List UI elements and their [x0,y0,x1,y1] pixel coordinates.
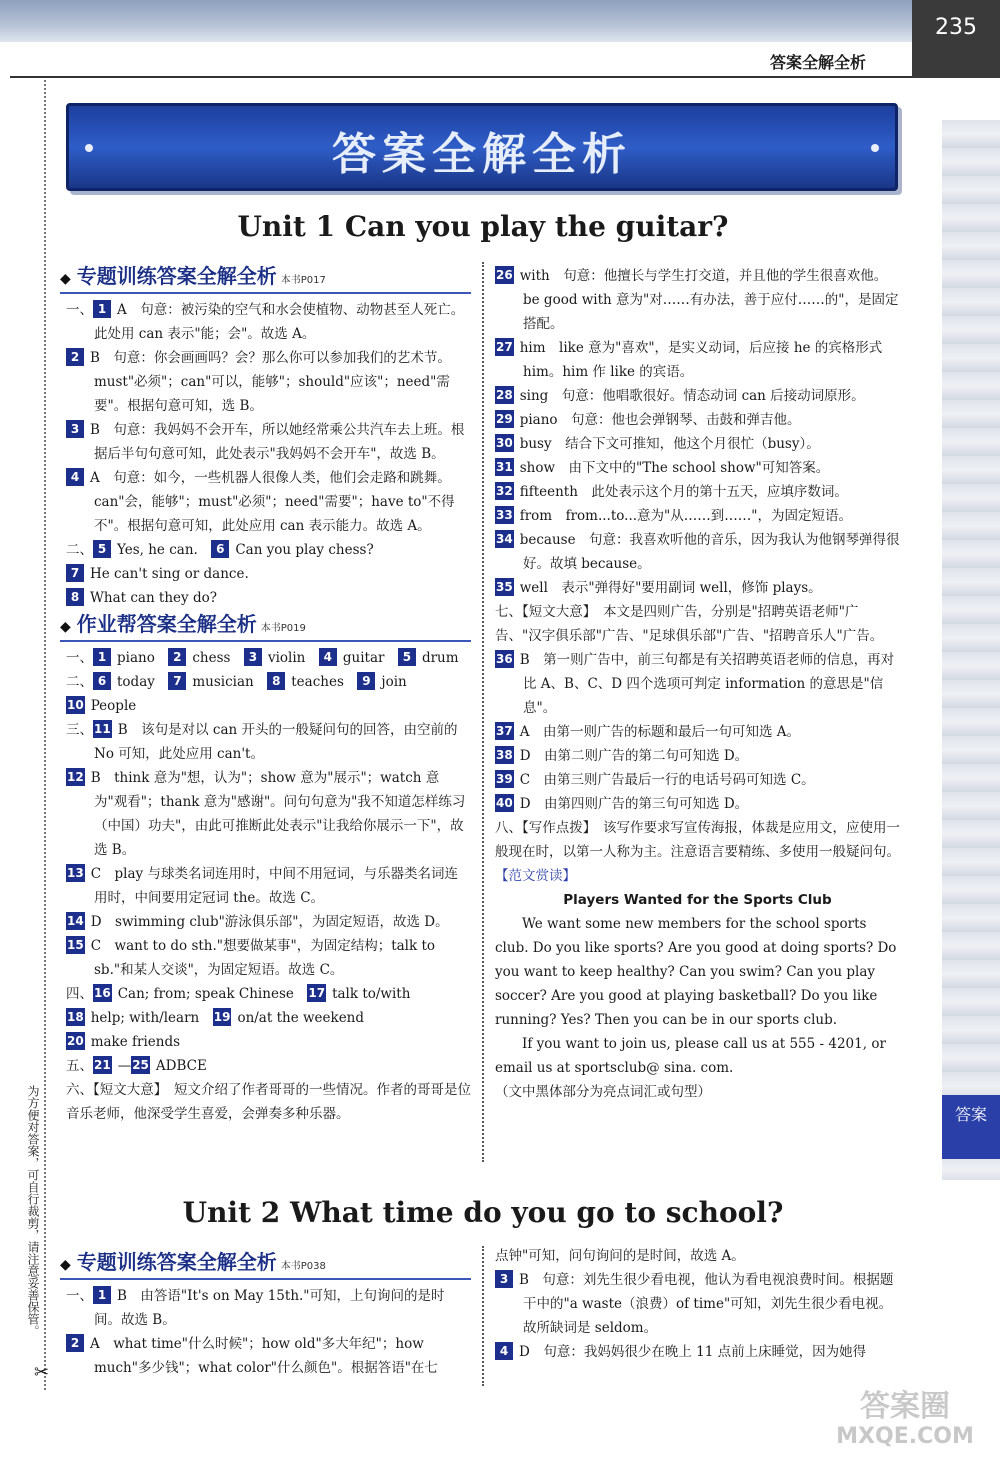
answer-side-tab: 答案 [942,1095,1000,1159]
section-ref: 本书P019 [260,623,306,634]
answer-item: 二、 5 Yes, he can. 6 Can you play chess? [66,542,374,558]
answer-item: 二、 6 today 7 musician 8 teaches 9 join [66,674,407,690]
answer-item: 20 make friends [67,1034,181,1050]
answer-item: 30 busy 结合下文可推知，他这个月很忙（busy）。 [496,436,820,452]
answer-item: 36 B 第一则广告中，前三句都是有关招聘英语老师的信息，再对比 A、B、C、D 四个选项可判定 information 的意思是"信息"。 [496,652,895,716]
column-divider [482,262,484,1162]
answer-item: 8 What can they do? [66,586,471,610]
answer-item: 37 A 由第一则广告的标题和最后一句可知选 A。 [496,724,800,740]
diamond-icon: ◆ [60,271,71,287]
watermark: 答案圈 MXQE.COM [836,1389,974,1449]
answer-item: 2 B 句意：你会画画吗？会？那么你可以参加我们的艺术节。must"必须"；can"可以，能够"；should"应该"；need"需要"。根据句意可知，选 B。 [66,346,471,418]
scissors-icon: ✂ [34,1362,50,1383]
cut-line [44,80,46,1390]
banner-dot-icon [871,144,879,152]
answer-item: 34 because 句意：我喜欢听他的音乐，因为我认为他钢琴弹得很好。故填 because。 [496,532,900,572]
diamond-icon: ◆ [60,619,71,635]
essay-title: Players Wanted for the Sports Club [563,892,832,908]
answer-item: 18 help; with/learn 19 on/at the weekend [67,1010,365,1026]
answer-item: 12 B think 意为"想，认为"；show 意为"展示"；watch 意为"观看"；thank 意为"感谢"。问句句意为"我不知道怎样练习（中国）功夫"，由此可推断此处表示"让我给你展示一下"，故选 B。 [67,770,466,858]
answer-item: 一、 1 B 由答语"It's on May 15th."可知，上句询问的是时间。故选 B。 [66,1288,445,1328]
answer-item: 4 D 句意：我妈妈很少在晚上 11 点前上床睡觉，因为她得 [495,1340,900,1364]
answer-item: 点钟"可知，问句询问的是时间，故选 A。 [495,1248,745,1264]
answer-item: 38 D 由第二则广告的第二句可知选 D。 [496,748,749,764]
unit-1-right-column [495,264,900,1104]
answer-item: 31 show 由下文中的"The school show"可知答案。 [496,460,830,476]
answer-item: 32 fifteenth 此处表示这个月的第十五天，应填序数词。 [496,484,848,500]
answer-item: 三、11 B 该句是对以 can 开头的一般疑问句的回答，由空前的 No 可知，此处应用 can't。 [66,722,458,762]
diamond-icon: ◆ [60,1257,71,1273]
answer-item: 六、【短文大意】 短文介绍了作者哥哥的一些情况。作者的哥哥是位音乐老师，他深受学生喜爱，会弹奏多种乐器。 [66,1082,471,1122]
answer-item: 7 He can't sing or dance. [66,562,471,586]
answer-item: 3 B 句意：我妈妈不会开车，所以她经常乘公共汽车去上班。根据后半句句意可知，此处表示"我妈妈不会开车"，故选 B。 [66,418,471,466]
answer-item: 15 C want to do sth."想要做某事"，为固定结构；talk to sb."和某人交谈"，为固定短语。故选 C。 [67,938,436,978]
essay-paragraph: If you want to join us, please call us at 555 - 4201, or email us at sportsclub@ sina. com. [495,1036,886,1076]
answer-item: 四、16 Can; from; speak Chinese 17 talk to/with [66,986,411,1002]
answer-item: 39 C 由第三则广告最后一行的电话号码可知选 C。 [496,772,815,788]
answer-item: 35 well 表示"弹得好"要用副词 well，修饰 plays。 [496,580,822,596]
cut-note: 为方便对答案，可自行裁剪，请注意妥善保管。 [26,1085,40,1337]
unit-2-left-column [60,1248,471,1380]
answer-item: 一、 1 piano 2 chess 3 violin 4 guitar 5 drum [66,650,459,666]
answer-item: 40 D 由第四则广告的第三句可知选 D。 [496,796,749,812]
essay-tag: 【范文赏读】 [495,868,576,884]
right-side-strip [942,120,1000,1180]
unit-1-left-column [60,262,471,1126]
answer-item: 4 A 句意：如今，一些机器人很像人类，他们会走路和跳舞。can"会，能够"；must"必须"；need"需要"；have to"不得不"。根据句意可知，此处应用 can 表示能力。故选 A。 [66,466,471,538]
header-rule [10,76,915,78]
title-banner [66,103,898,191]
section-title: 专题训练答案全解全析 [76,1250,277,1274]
answer-item: 28 sing 句意：他唱歌很好。情态动词 can 后接动词原形。 [496,388,865,404]
section-title: 作业帮答案全解全析 [76,612,257,636]
answer-item: 2 A what time"什么时候"；how old"多大年纪"；how much"多少钱"；what color"什么颜色"。根据答语"在七 [66,1332,471,1380]
section-heading [60,264,471,294]
column-divider [482,1246,484,1386]
essay-paragraph: We want some new members for the school sports club. Do you like sports? Are you good at doing sports? Do you want to keep healthy? Can you swim? Can you play soccer? Are you good at playing basketball? Do you like running? Yes? Then you can be in our sports club. [495,916,897,1028]
essay-note: （文中黑体部分为亮点词汇或句型） [495,1084,711,1100]
section-ref: 本书P038 [280,1261,326,1272]
answer-item: 14 D swimming club"游泳俱乐部"，为固定短语，故选 D。 [67,914,449,930]
answer-item: 26 with 句意：他擅长与学生打交道，并且他的学生很喜欢他。be good with 意为"对……有办法，善于应付……的"，是固定搭配。 [496,268,899,332]
top-decorative-band [0,0,912,42]
answer-item: 13 C play 与球类名词连用时，中间不用冠词，与乐器类名词连用时，中间要用定冠词 the。故选 C。 [67,866,458,906]
banner-title: 答案全解全析 [332,129,632,180]
section-heading [60,1250,471,1280]
answer-item: 五、21 —25 ADBCE [66,1058,207,1074]
answer-item: 八、【写作点拨】 该写作要求写宣传海报，体裁是应用文，应使用一般现在时，以第一人称为主。注意语言要精练、多使用一般疑问句。 [495,820,900,860]
unit-1-title: Unit 1 Can you play the guitar? [237,210,729,243]
section-title: 专题训练答案全解全析 [76,264,277,288]
answer-item: 七、【短文大意】 本文是四则广告，分别是"招聘英语老师"广告、"汉字俱乐部"广告、"足球俱乐部"广告、"招聘音乐人"广告。 [495,604,884,644]
answer-item: 一、 1 A 句意：被污染的空气和水会使植物、动物甚至人死亡。此处用 can 表示"能；会"。故选 A。 [66,302,465,342]
section-heading [60,612,471,642]
answer-item: 29 piano 句意：他也会弹钢琴、击鼓和弹吉他。 [496,412,801,428]
answer-item: 27 him like 意为"喜欢"，是实义动词，后应接 he 的宾格形式 him。him 作 like 的宾语。 [496,340,883,380]
page-number: 235 [912,0,1000,78]
answer-item: 33 from from...to...意为"从……到……"，为固定短语。 [496,508,852,524]
section-ref: 本书P017 [280,275,326,286]
unit-2-right-column [495,1244,900,1364]
header-label: 答案全解全析 [770,53,867,72]
unit-2-title: Unit 2 What time do you go to school? [182,1196,784,1229]
answer-item: 3 B 句意：刘先生很少看电视，他认为看电视浪费时间。根据题干中的"a waste（浪费）of time"可知，刘先生很少看电视。故所缺词是 seldom。 [495,1268,900,1340]
answer-item: 10 People [67,698,137,714]
